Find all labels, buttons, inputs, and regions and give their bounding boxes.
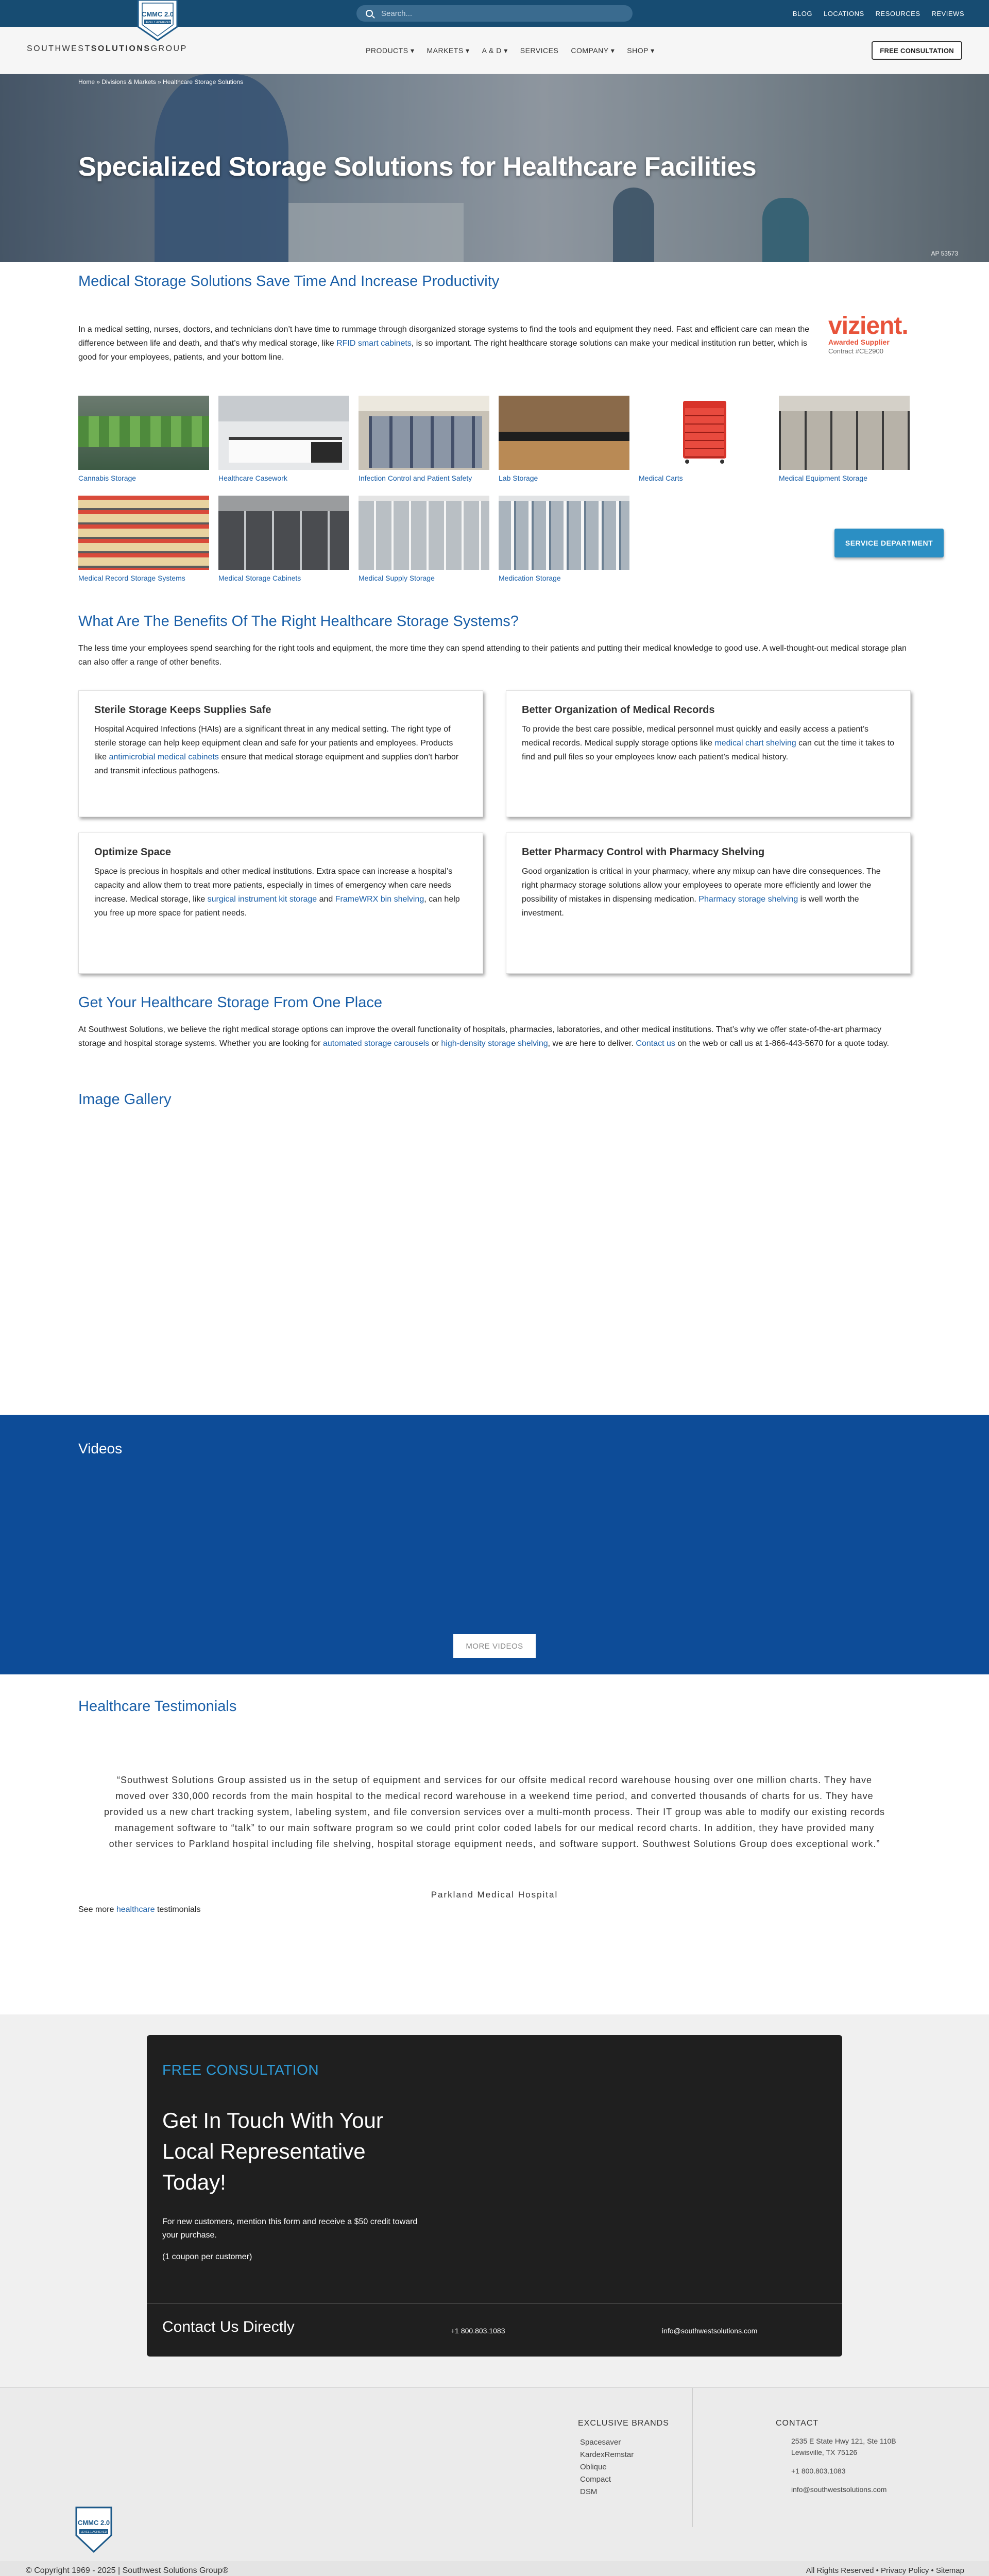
one-place-paragraph: At Southwest Solutions, we believe the right medical storage options can improve the overall functionality of hospitals, pharmacies, laboratories, and other medical institutions. That’s why we offer state-of-the-art pharmacy storage and hospital storage systems. Whether you are looking for automated storage carousels or high-density storage shelving, we are here to deliver. Contact us on the web or call us at 1-866-443-5670 for a quote today. <box>78 1025 889 1048</box>
nav-services[interactable]: SERVICES <box>520 46 559 55</box>
pharmacy-shelving-link[interactable]: Pharmacy storage shelving <box>698 895 798 904</box>
brand-link[interactable]: DSM <box>580 2487 598 2496</box>
gallery-heading: Image Gallery <box>78 1091 172 1108</box>
contact-us-link[interactable]: Contact us <box>636 1039 675 1048</box>
nav-markets[interactable]: MARKETS ▾ <box>427 46 470 55</box>
photo-credit: AP 53573 <box>931 250 958 257</box>
copyright: © Copyright 1969 - 2025 | Southwest Solutions Group® <box>26 2566 229 2575</box>
consultation-label: FREE CONSULTATION <box>162 2062 319 2078</box>
card-title: Optimize Space <box>94 846 171 858</box>
tile-medication-storage[interactable]: Medication Storage <box>499 496 629 582</box>
card-title: Better Pharmacy Control with Pharmacy Shelving <box>522 846 765 858</box>
search-icon <box>366 10 373 17</box>
cannabis-storage-image <box>78 396 209 470</box>
medical-supply-storage-image <box>359 496 489 570</box>
free-consultation-button[interactable]: FREE CONSULTATION <box>872 41 962 60</box>
healthcare-testimonials-link[interactable]: healthcare <box>116 1905 155 1914</box>
svg-text:LEVEL 1 ACHIEVED: LEVEL 1 ACHIEVED <box>144 21 171 24</box>
brands-heading: EXCLUSIVE BRANDS <box>578 2419 669 2428</box>
rfid-link[interactable]: RFID smart cabinets <box>336 339 412 348</box>
utility-links <box>793 0 964 27</box>
svg-text:CMMC 2.0: CMMC 2.0 <box>141 10 174 18</box>
intro-heading: Medical Storage Solutions Save Time And Increase Productivity <box>78 273 500 290</box>
testimonials-heading: Healthcare Testimonials <box>78 1698 237 1715</box>
cmmc-footer-badge-icon <box>72 2504 115 2554</box>
medication-storage-image <box>499 496 629 570</box>
antimicrobial-cabinets-link[interactable]: antimicrobial medical cabinets <box>109 753 219 761</box>
medical-chart-shelving-link[interactable]: medical chart shelving <box>714 739 796 748</box>
one-place-section <box>78 994 911 1050</box>
testimonials-section <box>78 1698 911 1715</box>
footer-phone-link[interactable]: +1 800.803.1083 <box>791 2467 846 2475</box>
service-department-button[interactable]: SERVICE DEPARTMENT <box>834 529 944 557</box>
top-bar <box>0 0 989 27</box>
medical-carts-image <box>639 396 770 470</box>
infection-control-image <box>359 396 489 470</box>
card-title: Sterile Storage Keeps Supplies Safe <box>94 704 271 716</box>
one-place-heading: Get Your Healthcare Storage From One Place <box>78 994 382 1011</box>
tile-medical-storage-cabinets[interactable]: Medical Storage Cabinets <box>218 496 349 582</box>
see-more-testimonials: See more healthcare testimonials <box>78 1905 201 1914</box>
nav-products[interactable]: PRODUCTS ▾ <box>366 46 415 55</box>
carousels-link[interactable]: automated storage carousels <box>322 1039 430 1048</box>
tile-healthcare-casework[interactable]: Healthcare Casework <box>218 396 349 482</box>
videos-heading: Videos <box>78 1440 123 1456</box>
footer-brands <box>578 2419 669 2498</box>
benefit-card-sterile <box>78 690 483 817</box>
search-input[interactable]: Search... <box>356 5 633 22</box>
page-title: Specialized Storage Solutions for Healthcare Facilities <box>78 152 757 182</box>
benefits-section <box>78 613 911 669</box>
brand-link[interactable]: Compact <box>580 2475 611 2484</box>
brand-link[interactable]: Oblique <box>580 2463 607 2471</box>
intro-paragraph: In a medical setting, nurses, doctors, and technicians don’t have time to rummage through disorganized storage systems to find the tools and equipment they need. Fast and efficient care can mean the difference between life and death, and that’s why medical storage, like RFID smart cabinets, is so important. The right healthcare storage solutions can make your medical institution run better, which is good for your employees, patients, and your bottom line. <box>78 325 810 362</box>
videos-section <box>0 1415 989 1674</box>
blog-link[interactable]: BLOG <box>792 9 812 18</box>
card-text: Space is precious in hospitals and other medical institutions. Extra space can increase a hospital’s capacity and allow them to treat more patients, especially in times of emergency when care needs increase. Medical storage, like surgical instrument kit storage and FrameWRX bin shelving, can help you free up more space for patient needs. <box>94 867 460 918</box>
tile-cannabis-storage[interactable]: Cannabis Storage <box>78 396 209 482</box>
tile-medical-equipment-storage[interactable]: Medical Equipment Storage <box>779 396 910 482</box>
high-density-link[interactable]: high-density storage shelving <box>441 1039 548 1048</box>
tile-infection-control[interactable]: Infection Control and Patient Safety <box>359 396 489 482</box>
reviews-link[interactable]: REVIEWS <box>931 9 964 18</box>
healthcare-casework-image <box>218 396 349 470</box>
tile-lab-storage[interactable]: Lab Storage <box>499 396 629 482</box>
lab-storage-image <box>499 396 629 470</box>
benefits-intro: The less time your employees spend searching for the right tools and equipment, the more time they can spend attending to their patients and putting their medical knowledge to good use. A well-thought-out medical storage plan can also offer a range of other benefits. <box>78 644 907 667</box>
footer-email-link[interactable]: info@southwestsolutions.com <box>791 2485 887 2494</box>
benefit-card-records <box>506 690 911 817</box>
card-text: To provide the best care possible, medical personnel must quickly and easily access a patient’s medical records. Medical supply storage options like medical chart shelving can cut the time it takes to find and pull files so your employees know each patient’s medical history. <box>522 725 895 761</box>
vizient-logo: vizient. Awarded Supplier Contract #CE2900 <box>828 312 908 355</box>
gallery-section <box>78 1091 911 1108</box>
benefit-card-space <box>78 833 483 974</box>
more-videos-button[interactable]: MORE VIDEOS <box>453 1634 536 1658</box>
coupon-note: (1 coupon per customer) <box>162 2252 252 2261</box>
nav-shop[interactable]: SHOP ▾ <box>627 46 655 55</box>
address-line: 2535 E State Hwy 121, Ste 110B <box>791 2437 896 2445</box>
svg-text:CMMC 2.0: CMMC 2.0 <box>77 2519 110 2527</box>
consult-phone-link[interactable]: +1 800.803.1083 <box>451 2327 505 2335</box>
tile-medical-carts[interactable]: Medical Carts <box>639 396 770 482</box>
hero-banner <box>0 74 989 262</box>
medical-equipment-storage-image <box>779 396 910 470</box>
consultation-offer: For new customers, mention this form and receive a $50 credit toward your purchase. <box>162 2217 418 2240</box>
framewrx-link[interactable]: FrameWRX bin shelving <box>335 895 424 904</box>
consult-email-link[interactable]: info@southwestsolutions.com <box>662 2327 758 2335</box>
consultation-heading: Get In Touch With Your Local Representative Today! <box>162 2108 383 2194</box>
breadcrumb[interactable]: Home » Divisions & Markets » Healthcare Storage Solutions <box>78 78 244 86</box>
address-line: Lewisville, TX 75126 <box>791 2448 858 2456</box>
intro-section <box>78 273 911 366</box>
nav-company[interactable]: COMPANY ▾ <box>571 46 615 55</box>
nav-a-and-d[interactable]: A & D ▾ <box>482 46 508 55</box>
tile-medical-supply-storage[interactable]: Medical Supply Storage <box>359 496 489 582</box>
medical-storage-cabinets-image <box>218 496 349 570</box>
site-logo[interactable]: SOUTHWESTSOLUTIONSGROUP <box>27 44 187 53</box>
resources-link[interactable]: RESOURCES <box>875 9 920 18</box>
consultation-panel <box>147 2035 842 2357</box>
testimonial-author: Parkland Medical Hospital <box>431 1890 558 1900</box>
medical-record-storage-image <box>78 496 209 570</box>
cmmc-badge-icon[interactable] <box>133 0 182 41</box>
card-text: Hospital Acquired Infections (HAIs) are a significant threat in any medical setting. The right type of sterile storage can help keep equipment clean and safe for your patients and employees. Products like antimicrobial medical cabinets ensure that medical storage equipment and supplies don’t harbor and transmit infectious pathogens. <box>94 725 459 775</box>
tile-medical-record-storage[interactable]: Medical Record Storage Systems <box>78 496 209 582</box>
svg-text:LEVEL 1 ACHIEVED: LEVEL 1 ACHIEVED <box>80 2531 107 2534</box>
legal-links[interactable]: All Rights Reserved • Privacy Policy • Sitemap <box>806 2566 964 2575</box>
testimonial-quote: “Southwest Solutions Group assisted us in the setup of equipment and services for our offsite medical record warehouse housing over one million charts. They have moved over 330,000 records from the main hospital to the medical record warehouse in a weekend time period, and converted thousands of charts for us. They have provided us a new chart tracking system, labeling system, and file conversion services over a multi-month process. Their IT group was able to modify our existing records management software to “talk” to our main software program so we could print color coded labels for our medical record charts. In addition, they have provided many other services to Parkland hospital including file shelving, hospital storage equipment needs, and software support. Southwest Solutions Group does exceptional work.” <box>104 1775 885 1849</box>
benefits-heading: What Are The Benefits Of The Right Healthcare Storage Systems? <box>78 613 519 630</box>
brand-link[interactable]: Spacesaver <box>580 2438 621 2447</box>
surgical-kit-storage-link[interactable]: surgical instrument kit storage <box>207 895 317 904</box>
site-footer <box>0 2387 989 2576</box>
contact-heading: CONTACT <box>776 2419 819 2428</box>
card-text: Good organization is critical in your pharmacy, where any mixup can have dire consequences. The right pharmacy storage solutions allow your employees to operate more efficiently and lower the possibility of mistakes in dispensing medication. Pharmacy storage shelving is well worth the investment. <box>522 867 881 918</box>
locations-link[interactable]: LOCATIONS <box>824 9 864 18</box>
card-title: Better Organization of Medical Records <box>522 704 715 716</box>
contact-directly-heading: Contact Us Directly <box>162 2318 295 2335</box>
benefit-card-pharmacy <box>506 833 911 974</box>
brand-link[interactable]: KardexRemstar <box>580 2450 634 2459</box>
footer-contact <box>776 2419 896 2495</box>
